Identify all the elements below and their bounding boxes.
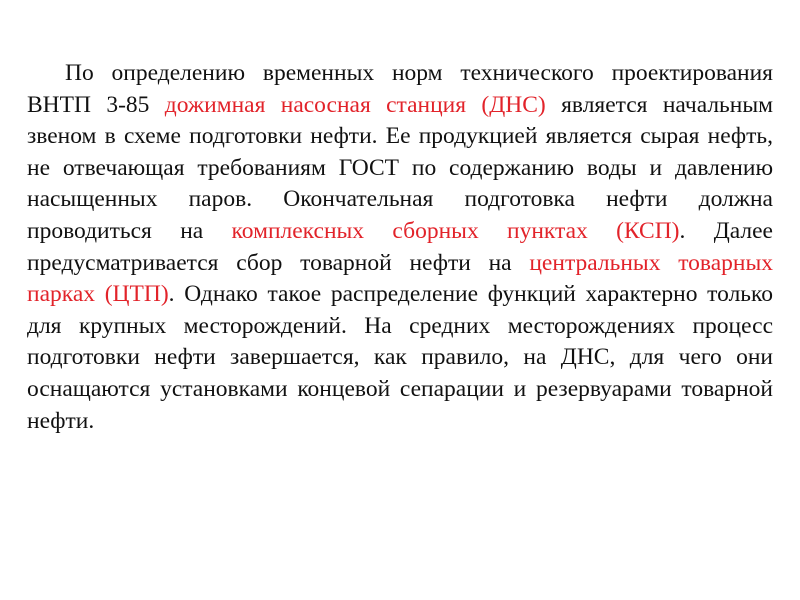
- text-segment: . Однако такое распределение функций характерно только для крупных месторождений. На средних месторождениях процесс подготовки нефти завершается, как правило, на ДНС, для чего они оснащаются установками концевой сепарации и резервуарами товарной нефти.: [27, 281, 773, 434]
- term-ctp: центральных товарных парках (ЦТП): [27, 249, 773, 308]
- text-segment: По определению временных норм технического проектирования ВНТП 3-85: [27, 60, 773, 118]
- body-paragraph: [27, 58, 773, 437]
- term-ksp: комплексных сборных пунктах (КСП): [231, 217, 680, 244]
- term-dns: дожимная насосная станция (ДНС): [164, 91, 546, 118]
- text-segment: является начальным звеном в схеме подготовки нефти. Ее продукцией является сырая нефть, не отвечающая требованиям ГОСТ по содержанию воды и давлению насыщенных паров. Окончательная подготовка нефти должна проводиться на: [27, 91, 774, 244]
- text-segment: . Далее предусматривается сбор товарной нефти на: [27, 217, 773, 276]
